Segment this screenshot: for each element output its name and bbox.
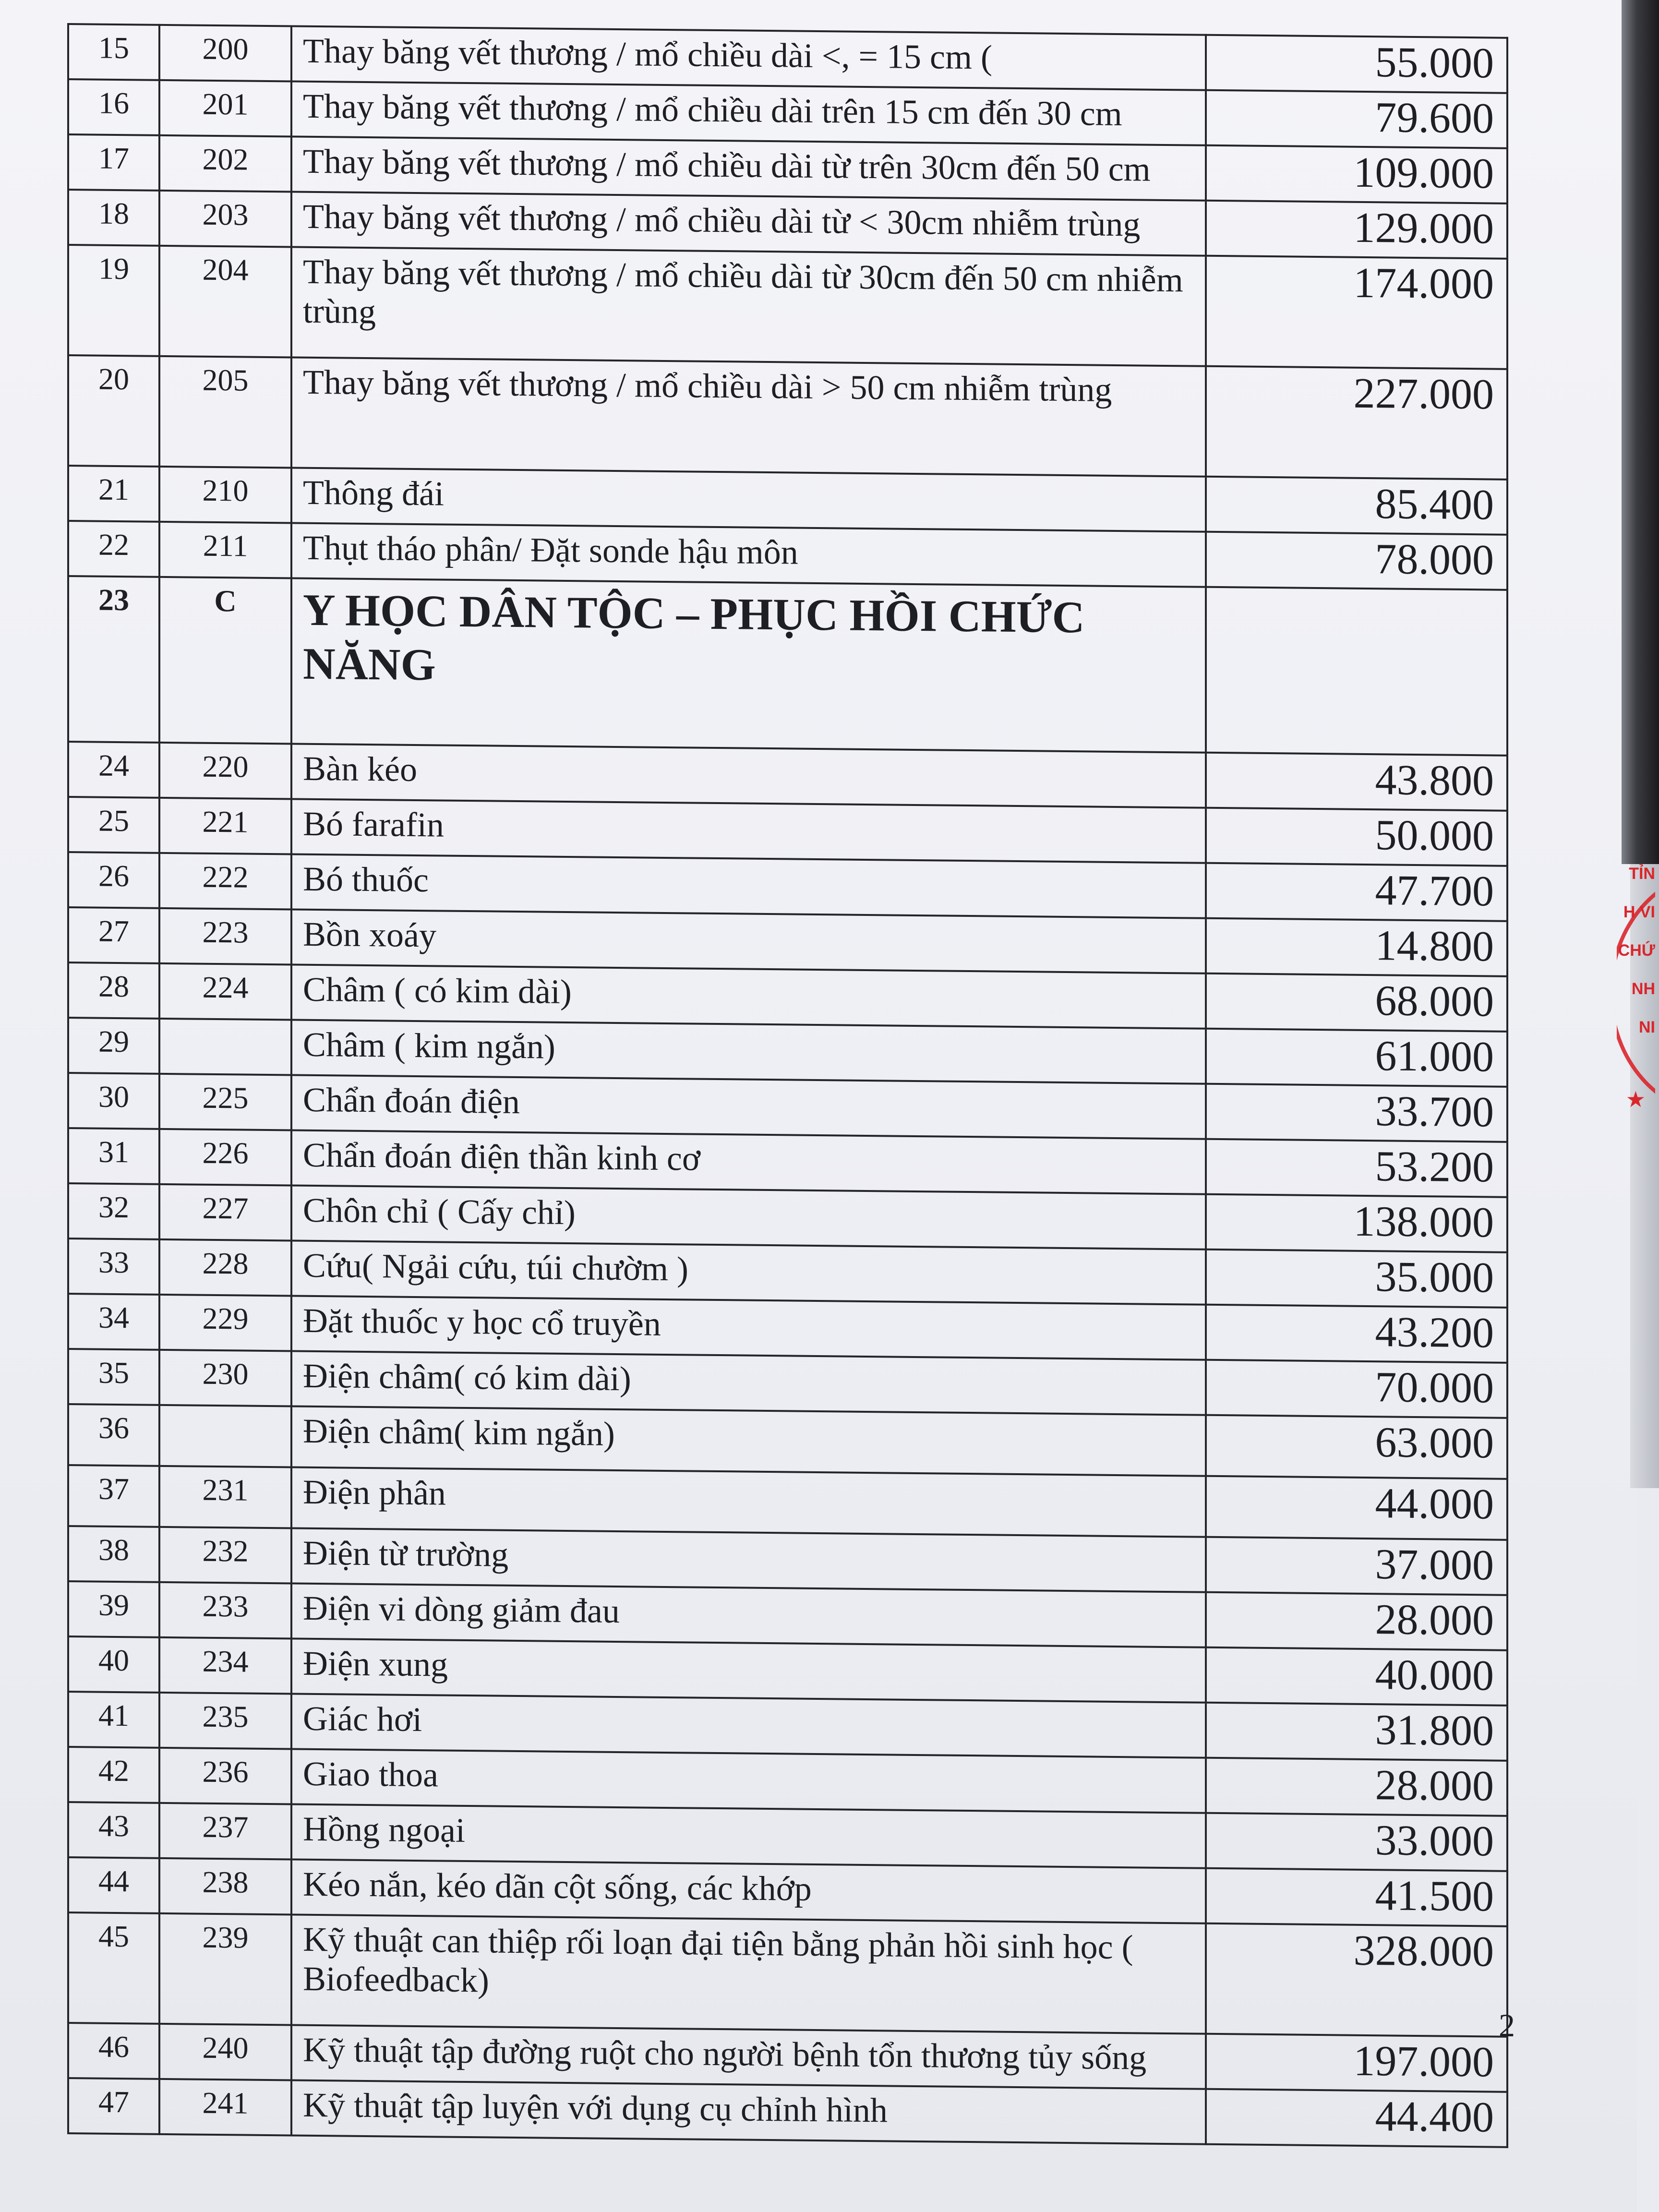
service-code: 205 (159, 356, 291, 468)
service-price: 68.000 (1206, 974, 1507, 1032)
stamp-text: NI (1639, 1018, 1655, 1036)
row-number: 40 (68, 1636, 159, 1693)
service-code: 240 (159, 2024, 291, 2080)
service-price: 28.000 (1206, 1758, 1507, 1816)
service-name: Chôn chỉ ( Cấy chỉ) (291, 1185, 1206, 1249)
service-price: 328.000 (1206, 1923, 1507, 2037)
service-name: Giác hơi (291, 1694, 1206, 1757)
service-price: 227.000 (1206, 366, 1507, 480)
service-name: Thay băng vết thương / mổ chiều dài > 50 cm nhiễm trùng (291, 357, 1206, 476)
service-name: Kỹ thuật tập luyện với dụng cụ chỉnh hình (291, 2080, 1206, 2144)
service-code: 201 (159, 80, 291, 137)
service-name: Thay băng vết thương / mổ chiều dài trên 15 cm đến 30 cm (291, 81, 1206, 145)
service-code: 227 (159, 1184, 291, 1241)
service-code: 230 (159, 1350, 291, 1407)
service-name: Hồng ngoại (291, 1804, 1206, 1868)
row-number: 28 (68, 962, 159, 1019)
table-row (68, 245, 1507, 369)
row-number: 46 (68, 2023, 159, 2079)
row-number: 43 (68, 1802, 159, 1858)
service-price: 138.000 (1206, 1194, 1507, 1252)
service-code (159, 1019, 291, 1075)
service-code: 221 (159, 798, 291, 854)
stamp-text: CHỨ (1618, 941, 1655, 960)
row-number: 34 (68, 1294, 159, 1350)
service-code: 225 (159, 1074, 291, 1130)
background-edge (1622, 0, 1659, 864)
service-name: Bồn xoáy (291, 909, 1206, 973)
service-name: Bó thuốc (291, 854, 1206, 918)
row-number: 26 (68, 852, 159, 908)
service-name: Điện từ trường (291, 1528, 1206, 1592)
row-number: 31 (68, 1128, 159, 1184)
official-stamp (1617, 854, 1655, 1133)
service-price: 55.000 (1206, 35, 1507, 93)
service-code: 237 (159, 1803, 291, 1860)
row-number: 19 (68, 245, 159, 356)
service-name: Chẩn đoán điện (291, 1075, 1206, 1139)
row-number: 18 (68, 190, 159, 246)
service-price: 41.500 (1206, 1868, 1507, 1926)
service-price: 63.000 (1206, 1415, 1507, 1479)
service-name: Điện phân (291, 1467, 1206, 1537)
service-price: 78.000 (1206, 532, 1507, 590)
service-code: 211 (159, 522, 291, 578)
service-price: 44.400 (1206, 2089, 1507, 2147)
service-code: 235 (159, 1693, 291, 1749)
row-number: 27 (68, 907, 159, 963)
service-name: Điện châm( có kim dài) (291, 1351, 1206, 1415)
service-code: 226 (159, 1129, 291, 1186)
service-price: 50.000 (1206, 808, 1507, 866)
row-number: 35 (68, 1349, 159, 1405)
service-name: Bàn kéo (291, 744, 1206, 807)
service-code: 231 (159, 1466, 291, 1528)
service-code: 224 (159, 963, 291, 1020)
service-name: Thay băng vết thương / mổ chiều dài từ trên 30cm đến 50 cm (291, 136, 1206, 200)
service-price: 197.000 (1206, 2034, 1507, 2092)
service-price: 33.000 (1206, 1813, 1507, 1871)
service-code: 200 (159, 25, 291, 82)
service-code: 220 (159, 743, 291, 799)
service-price: 79.600 (1206, 90, 1507, 148)
stamp-text: H VI (1623, 903, 1655, 921)
row-number: 42 (68, 1747, 159, 1803)
service-code: 223 (159, 908, 291, 965)
service-price: 47.700 (1206, 863, 1507, 921)
row-number: 44 (68, 1857, 159, 1913)
row-number: 29 (68, 1018, 159, 1074)
service-name: Thông đái (291, 468, 1206, 531)
service-price: 43.800 (1206, 753, 1507, 811)
row-number: 17 (68, 134, 159, 191)
service-price: 129.000 (1206, 201, 1507, 259)
service-name: Đặt thuốc y học cổ truyền (291, 1296, 1206, 1359)
service-code: 239 (159, 1913, 291, 2025)
service-price: 31.800 (1206, 1703, 1507, 1761)
row-number: 41 (68, 1692, 159, 1748)
service-code: 241 (159, 2079, 291, 2136)
service-code: 210 (159, 467, 291, 523)
stamp-star-icon: ★ (1625, 1087, 1646, 1112)
price-table (67, 23, 1508, 2148)
table-row (68, 1912, 1507, 2037)
row-number: 25 (68, 797, 159, 853)
service-name: Chẩn đoán điện thần kinh cơ (291, 1130, 1206, 1194)
service-code: 236 (159, 1748, 291, 1804)
service-code: 232 (159, 1527, 291, 1584)
service-price: 61.000 (1206, 1029, 1507, 1087)
service-name: Thay băng vết thương / mổ chiều dài <, = 15 cm ( (291, 26, 1206, 90)
service-code: 234 (159, 1637, 291, 1694)
service-price: 28.000 (1206, 1592, 1507, 1650)
service-price: 37.000 (1206, 1537, 1507, 1595)
service-code (159, 1405, 291, 1467)
service-name: Bó farafin (291, 799, 1206, 863)
stamp-text: NH (1631, 980, 1655, 998)
section-header-row (68, 576, 1507, 756)
service-name: Điện châm( kim ngắn) (291, 1406, 1206, 1476)
service-name: Thay băng vết thương / mổ chiều dài từ 30cm đến 50 cm nhiễm trùng (291, 247, 1206, 366)
service-name: Châm ( có kim dài) (291, 964, 1206, 1028)
row-number: 16 (68, 79, 159, 135)
service-code: 222 (159, 853, 291, 910)
service-name: Cứu( Ngải cứu, túi chườm ) (291, 1240, 1206, 1304)
service-price (1206, 587, 1507, 756)
row-number: 38 (68, 1526, 159, 1582)
service-code: 229 (159, 1295, 291, 1351)
row-number: 22 (68, 521, 159, 577)
service-price: 40.000 (1206, 1647, 1507, 1706)
service-name: Thay băng vết thương / mổ chiều dài từ < 30cm nhiễm trùng (291, 192, 1206, 255)
service-price: 35.000 (1206, 1250, 1507, 1308)
row-number: 30 (68, 1073, 159, 1129)
service-name: Kỹ thuật tập đường ruột cho người bệnh tổn thương tủy sống (291, 2025, 1206, 2089)
table-row (68, 355, 1507, 480)
service-price: 33.700 (1206, 1084, 1507, 1142)
service-price: 109.000 (1206, 145, 1507, 204)
service-price: 53.200 (1206, 1139, 1507, 1197)
row-number: 24 (68, 742, 159, 798)
service-price: 14.800 (1206, 918, 1507, 976)
service-price: 174.000 (1206, 256, 1507, 369)
service-code: 204 (159, 246, 291, 358)
service-price: 43.200 (1206, 1305, 1507, 1363)
service-price: 44.000 (1206, 1476, 1507, 1540)
price-table-body (68, 24, 1507, 2147)
service-name: Kéo nắn, kéo dãn cột sống, các khớp (291, 1859, 1206, 1923)
service-code: C (159, 577, 291, 744)
row-number: 39 (68, 1581, 159, 1637)
service-name: Y HỌC DÂN TỘC – PHỤC HỒI CHỨC NĂNG (291, 578, 1206, 752)
row-number: 47 (68, 2078, 159, 2134)
service-name: Châm ( kim ngắn) (291, 1020, 1206, 1083)
service-code: 203 (159, 191, 291, 247)
service-code: 233 (159, 1582, 291, 1639)
service-name: Điện vi dòng giảm đau (291, 1583, 1206, 1647)
row-number: 36 (68, 1404, 159, 1466)
service-code: 228 (159, 1239, 291, 1296)
service-name: Thụt tháo phân/ Đặt sonde hậu môn (291, 523, 1206, 587)
service-code: 202 (159, 135, 291, 192)
row-number: 33 (68, 1238, 159, 1295)
service-code: 238 (159, 1858, 291, 1915)
row-number: 23 (68, 576, 159, 743)
row-number: 37 (68, 1465, 159, 1527)
page-number: 2 (1499, 2007, 1515, 2044)
service-price: 70.000 (1206, 1360, 1507, 1418)
stamp-text: TỈN (1629, 865, 1655, 883)
row-number: 21 (68, 466, 159, 522)
service-name: Giao thoa (291, 1749, 1206, 1813)
service-price: 85.400 (1206, 477, 1507, 535)
row-number: 45 (68, 1912, 159, 2024)
service-name: Kỹ thuật can thiệp rối loạn đại tiện bằng phản hồi sinh học ( Biofeedback) (291, 1914, 1206, 2033)
row-number: 32 (68, 1183, 159, 1239)
service-name: Điện xung (291, 1638, 1206, 1702)
row-number: 15 (68, 24, 159, 80)
row-number: 20 (68, 355, 159, 467)
